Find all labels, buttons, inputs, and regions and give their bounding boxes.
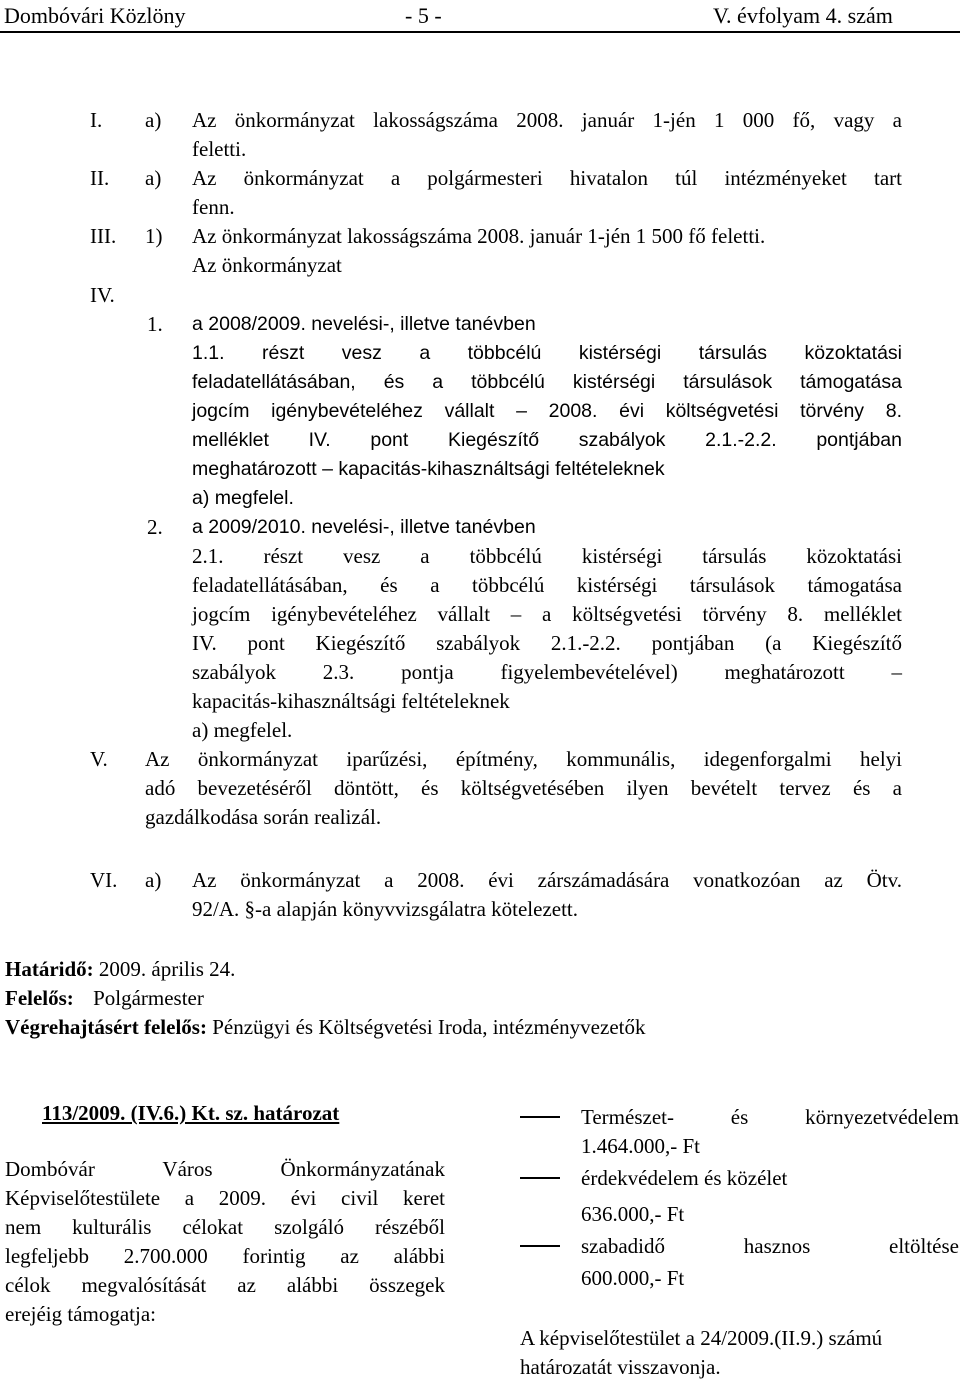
target-2-name: érdekvédelem és közélet <box>581 1166 788 1190</box>
item-iv-21-line2: feladatellátásában, és a többcélú kistérségi társulások támogatása <box>192 573 902 597</box>
header-issue: V. évfolyam 4. szám <box>713 3 893 28</box>
deadline-label: Határidő: <box>5 957 94 981</box>
item-iv-1-heading: a 2008/2009. nevelési-, illetve tanévben <box>192 313 536 335</box>
item-v-line2: adó bevezetéséről döntött, és költségvetésében ilyen bevételt tervez és a <box>145 776 902 800</box>
resolution-line2: Képviselőtestülete a 2009. évi civil keret <box>5 1186 445 1210</box>
resolution-line6: erejéig támogatja: <box>5 1302 157 1326</box>
header-page-number: - 5 - <box>405 3 442 28</box>
responsible-value: Polgármester <box>93 986 204 1010</box>
responsible-label: Felelős: <box>5 986 74 1010</box>
target-2-dash <box>520 1177 560 1179</box>
executor-value: Pénzügyi és Költségvetési Iroda, intézményvezetők <box>212 1015 646 1039</box>
responsible-line <box>5 984 204 1013</box>
deadline-value: 2009. április 24. <box>98 957 236 981</box>
item-iv-21-line4: IV. pont Kiegészítő szabályok 2.1.-2.2. pontjában (a Kiegészítő <box>192 631 902 655</box>
item-iv-21-line6: kapacitás-kihasználtsági feltételeknek <box>192 689 510 713</box>
item-v-number: V. <box>90 747 108 771</box>
item-v-line1: Az önkormányzat iparűzési, építmény, kommunális, idegenforgalmi helyi <box>145 747 902 771</box>
target-1-name: Természet- és környezetvédelem <box>581 1105 959 1129</box>
item-vi-number: VI. <box>90 868 118 892</box>
revocation-line2: határozatát visszavonja. <box>520 1355 721 1379</box>
item-iv-1-number: 1. <box>147 312 163 336</box>
item-ii-sub: a) <box>145 166 162 190</box>
item-iii-sub: 1) <box>145 224 163 248</box>
target-3-name: szabadidő hasznos eltöltése <box>581 1234 959 1258</box>
item-ii-text-line1: Az önkormányzat a polgármesteri hivatalon túl intézményeket tart <box>192 166 902 190</box>
item-iv-11-line2: feladatellátásában, és a többcélú kistérségi társulások támogatása <box>192 371 902 393</box>
deadline-line <box>5 955 235 984</box>
item-iv-11-line5: meghatározott – kapacitás-kihasználtsági feltételeknek <box>192 458 665 480</box>
item-iv-11-line4: melléklet IV. pont Kiegészítő szabályok 2.1.-2.2. pontjában <box>192 429 902 451</box>
item-iv-21-line3: jogcím igénybevételéhez vállalt – a költségvetési törvény 8. melléklet <box>192 602 902 626</box>
target-3-amount: 600.000,- Ft <box>581 1266 685 1290</box>
page-header <box>0 1 960 29</box>
item-iii-number: III. <box>90 224 117 248</box>
resolution-line3: nem kulturális célokat szolgáló részéből <box>5 1215 445 1239</box>
item-iv-21-line7: a) megfelel. <box>192 718 293 742</box>
resolution-line4: legfeljebb 2.700.000 forintig az alábbi <box>5 1244 445 1268</box>
item-ii-number: II. <box>90 166 110 190</box>
item-iv-number: IV. <box>90 283 115 307</box>
item-iv-21-line5: szabályok 2.3. pontja figyelembevételével) meghatározott – <box>192 660 902 684</box>
item-iv-21-line1: 2.1. részt vesz a többcélú kistérségi társulás közoktatási <box>192 544 902 568</box>
item-i-sub: a) <box>145 108 162 132</box>
item-iii-text-line1: Az önkormányzat lakosságszáma 2008. január 1-jén 1 500 fő feletti. <box>192 224 766 248</box>
item-v-line3: gazdálkodása során realizál. <box>145 805 382 829</box>
resolution-line5: célok megvalósítását az alábbi összegek <box>5 1273 445 1297</box>
target-1-dash <box>520 1116 560 1118</box>
item-iv-2-number: 2. <box>147 515 163 539</box>
header-rule <box>0 31 960 33</box>
item-vi-line2: 92/A. §-a alapján könyvvizsgálatra kötelezett. <box>192 897 579 921</box>
revocation-line1: A képviselőtestület a 24/2009.(II.9.) számú <box>520 1326 883 1350</box>
item-iii-text-line2: Az önkormányzat <box>192 253 342 277</box>
executor-label: Végrehajtásért felelős: <box>5 1015 207 1039</box>
item-iv-11-line1: 1.1. részt vesz a többcélú kistérségi társulás közoktatási <box>192 342 902 364</box>
item-iv-11-line6: a) megfelel. <box>192 487 294 509</box>
target-3-dash <box>520 1245 560 1247</box>
item-i-text-line2: feletti. <box>192 137 247 161</box>
header-publication: Dombóvári Közlöny <box>4 3 186 28</box>
target-2-amount: 636.000,- Ft <box>581 1202 685 1226</box>
item-i-number: I. <box>90 108 103 132</box>
target-1-amount: 1.464.000,- Ft <box>581 1134 701 1158</box>
resolution-title: 113/2009. (IV.6.) Kt. sz. határozat <box>42 1101 340 1125</box>
item-i-text-line1: Az önkormányzat lakosságszáma 2008. január 1-jén 1 000 fő, vagy a <box>192 108 902 132</box>
item-ii-text-line2: fenn. <box>192 195 235 219</box>
executor-line <box>5 1013 645 1042</box>
resolution-line1: Dombóvár Város Önkormányzatának <box>5 1157 445 1181</box>
item-vi-line1: Az önkormányzat a 2008. évi zárszámadására vonatkozóan az Ötv. <box>192 868 902 892</box>
item-iv-2-heading: a 2009/2010. nevelési-, illetve tanévben <box>192 516 536 538</box>
item-vi-sub: a) <box>145 868 162 892</box>
item-iv-11-line3: jogcím igénybevételéhez vállalt – 2008. évi költségvetési törvény 8. <box>192 400 902 422</box>
